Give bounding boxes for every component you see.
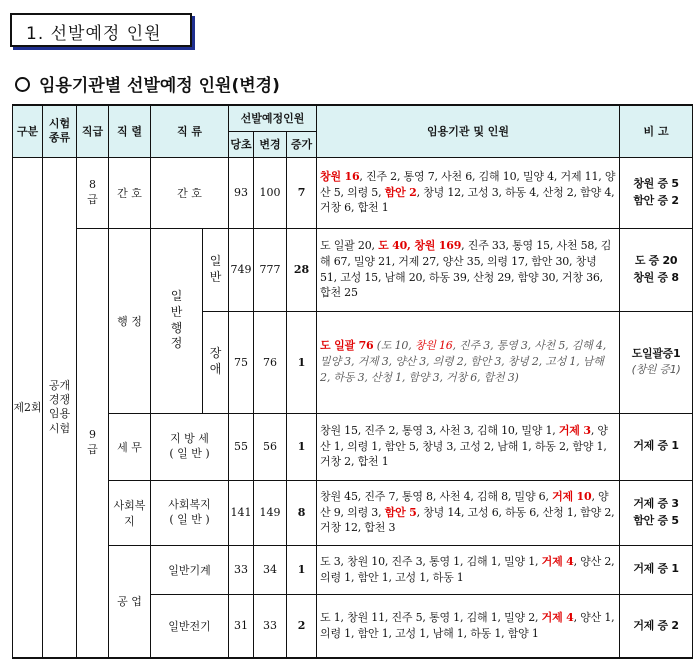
series-cell: 공 업	[109, 545, 151, 658]
table-row	[13, 157, 693, 228]
type-cell: 일반전기	[151, 594, 229, 658]
changed-cell: 33	[254, 594, 287, 658]
type-cell: 사회복지 ( 일 반 )	[151, 480, 229, 545]
agency-text-run: 함안 5	[384, 505, 417, 519]
increase-cell: 1	[287, 311, 317, 413]
remarks-cell: 거제 증 1	[620, 545, 693, 594]
section-title: 1. 선발예정 인원	[26, 24, 162, 44]
header-original: 당초	[229, 131, 254, 157]
agency-text-run: , 진주 3, 통영 3, 사천 5, 김해 4, 밀양 3, 거제 3, 양산 3, 의령 2, 함안 3, 창녕 2, 고성 1, 남해 2, 하동 3, 산청 1, 함양 3, 거창 6, 합천 3)	[320, 339, 607, 384]
increase-cell: 8	[287, 480, 317, 545]
original-cell: 31	[229, 594, 254, 658]
agency-cell	[317, 311, 620, 413]
table-row	[13, 413, 693, 480]
agency-text-run: , 양산 1, 의령 1, 함안 5, 창녕 3, 고성 2, 남해 1, 하동 2, 함양 1, 거창 2, 합천 1	[320, 423, 608, 469]
agency-text-run: 도 일괄 76	[320, 339, 374, 353]
agency-text-run: 도 1, 창원 11, 진주 5, 통영 1, 김해 1, 밀양 2,	[320, 610, 542, 624]
agency-cell	[317, 594, 620, 658]
remarks-cell: 거제 증 2	[620, 594, 693, 658]
changed-cell: 56	[254, 413, 287, 480]
table-row	[13, 228, 693, 311]
increase-cell: 2	[287, 594, 317, 658]
header-changed: 변경	[254, 131, 287, 157]
agency-text-run: 도 일괄 20,	[320, 238, 379, 252]
original-cell: 55	[229, 413, 254, 480]
agency-text-run: , 양산 1, 의령 1, 함안 1, 고성 1, 남해 1, 하동 1, 함양 1	[320, 610, 615, 640]
exam-type-cell: 공개 경쟁 임용 시험	[43, 157, 77, 658]
agency-cell	[317, 545, 620, 594]
original-cell: 33	[229, 545, 254, 594]
agency-text-run: , 양산 2, 의령 1, 함안 1, 고성 1, 하동 1	[320, 554, 615, 584]
agency-cell	[317, 413, 620, 480]
type-cell: 지 방 세 ( 일 반 )	[151, 413, 229, 480]
agency-text-run: , 창녕 12, 고성 3, 하동 4, 산청 2, 함양 4, 거창 6, 합천 1	[320, 185, 615, 215]
agency-text-run: 창원 16	[320, 169, 360, 183]
section-title-box	[10, 13, 192, 47]
subtype-cell: 일 반	[203, 228, 229, 311]
original-cell: 93	[229, 157, 254, 228]
agency-text-run: 창원 45, 진주 7, 통영 8, 사천 4, 김해 8, 밀양 6,	[320, 489, 553, 503]
grade-cell: 8 급	[77, 157, 109, 228]
original-cell: 75	[229, 311, 254, 413]
agency-text-run: 거제 3	[558, 423, 591, 437]
header-exam-type: 시험 종류	[43, 105, 77, 157]
agency-text-run: 거제 4	[541, 554, 574, 568]
increase-cell: 28	[287, 228, 317, 311]
remarks-cell: 창원 증 5 함안 증 2	[620, 157, 693, 228]
type-cell: 일반기계	[151, 545, 229, 594]
changed-cell: 149	[254, 480, 287, 545]
original-cell: 141	[229, 480, 254, 545]
changed-cell: 777	[254, 228, 287, 311]
series-cell: 사회복지	[109, 480, 151, 545]
agency-cell	[317, 228, 620, 311]
type-group-cell: 일 반 행 정	[151, 228, 203, 413]
header-planned: 선발예정인원	[229, 105, 317, 131]
header-job-type: 직 류	[151, 105, 229, 157]
remarks-cell: 도일괄증1 (창원 증1)	[620, 311, 693, 413]
recruitment-table	[12, 104, 693, 659]
header-category: 구분	[13, 105, 43, 157]
category-cell: 제2회	[13, 157, 43, 658]
changed-cell: 34	[254, 545, 287, 594]
increase-cell: 7	[287, 157, 317, 228]
increase-cell: 1	[287, 545, 317, 594]
circle-bullet-icon	[15, 77, 30, 92]
table-row	[13, 545, 693, 594]
series-cell: 세 무	[109, 413, 151, 480]
agency-text-run: 거제 4	[541, 610, 574, 624]
series-cell: 행 정	[109, 228, 151, 413]
agency-text-run: 창원 15, 진주 2, 통영 3, 사천 3, 김해 10, 밀양 1,	[320, 423, 559, 437]
changed-cell: 76	[254, 311, 287, 413]
agency-text-run: , 양산 9, 의령 3,	[320, 489, 609, 519]
header-agencies: 임용기관 및 인원	[317, 105, 620, 157]
remarks-cell: 거제 증 3 함안 증 5	[620, 480, 693, 545]
agency-text-run: , 진주 2, 통영 7, 사천 6, 김해 10, 밀양 4, 거제 11, 양산 5, 의령 5,	[320, 169, 616, 199]
original-cell: 749	[229, 228, 254, 311]
type-cell: 간 호	[151, 157, 229, 228]
series-cell: 간 호	[109, 157, 151, 228]
agency-text-run: 창원 16	[414, 339, 453, 353]
remarks-cell: 도 증 20 창원 증 8	[620, 228, 693, 311]
header-grade: 직급	[77, 105, 109, 157]
subtitle-text: 임용기관별 선발예정 인원(변경)	[39, 76, 280, 96]
agency-cell	[317, 157, 620, 228]
agency-text-run: 거제 10	[552, 489, 592, 503]
header-job-series: 직 렬	[109, 105, 151, 157]
header-remarks: 비 고	[620, 105, 693, 157]
header-increase: 증가	[287, 131, 317, 157]
agency-cell	[317, 480, 620, 545]
increase-cell: 1	[287, 413, 317, 480]
agency-text-run: , 진주 33, 통영 15, 사천 58, 김해 67, 밀양 21, 거제 27, 양산 35, 의령 17, 함안 30, 창녕 51, 고성 15, 남해 20, 하동 39, 산청 29, 함양 30, 거창 36, 합천 25	[320, 238, 612, 300]
remarks-cell: 거제 증 1	[620, 413, 693, 480]
grade-cell: 9 급	[77, 228, 109, 658]
agency-text-run: (도 10,	[373, 339, 415, 353]
agency-text-run: 도 40, 창원 169	[378, 238, 462, 252]
subtitle	[15, 71, 280, 96]
table-row	[13, 480, 693, 545]
subtype-cell: 장 애	[203, 311, 229, 413]
agency-text-run: , 창녕 14, 고성 6, 하동 6, 산청 1, 함양 2, 거창 12, 합천 3	[320, 505, 615, 535]
agency-text-run: 도 3, 창원 10, 진주 3, 통영 1, 김해 1, 밀양 1,	[320, 554, 542, 568]
changed-cell: 100	[254, 157, 287, 228]
agency-text-run: 함안 2	[384, 185, 417, 199]
